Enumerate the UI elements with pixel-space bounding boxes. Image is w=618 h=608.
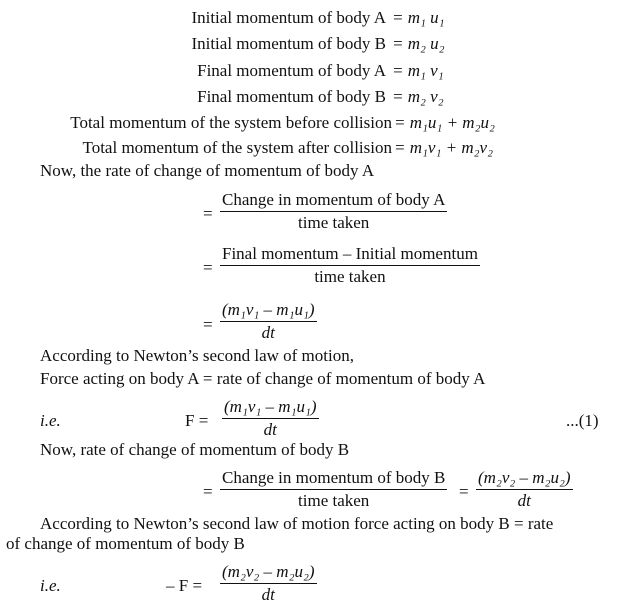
- momentum-label-initial-b: Initial momentum of body B: [191, 34, 386, 53]
- newton-b-line2: of change of momentum of body B: [6, 534, 245, 553]
- force-a-symbol: F =: [185, 411, 209, 430]
- momentum-label-initial-a: Initial momentum of body A: [191, 8, 386, 27]
- equals-sign-b2: =: [459, 482, 469, 501]
- fraction-eq1-den: dt: [263, 420, 277, 439]
- equals-sign-a3: =: [203, 315, 213, 334]
- momentum-label-final-a: Final momentum of body A: [197, 61, 386, 80]
- fraction-a2-den: time taken: [314, 267, 386, 286]
- momentum-value-initial-a: = m₁ u₁: [392, 8, 445, 27]
- fraction-force-b: [220, 562, 317, 605]
- fraction-b2: [476, 468, 573, 511]
- momentum-value-initial-b: = m₂ u₂: [392, 34, 445, 53]
- fraction-a1-num: Change in momentum of body A: [220, 190, 447, 212]
- ie-label-2: i.e.: [40, 576, 61, 595]
- momentum-label-final-b: Final momentum of body B: [197, 87, 386, 106]
- momentum-value-final-b: = m₂ v₂: [392, 87, 444, 106]
- equation-tag-1: ...(1): [566, 411, 599, 430]
- equals-sign-a2: =: [203, 258, 213, 277]
- fraction-a3-num: (m₁v₁ – m₁u₁): [220, 300, 317, 322]
- fraction-b2-den: dt: [517, 491, 531, 510]
- fraction-b2-num: (m₂v₂ – m₂u₂): [476, 468, 573, 490]
- total-after-label: Total momentum of the system after collision: [82, 138, 392, 157]
- fraction-b1: [220, 468, 447, 511]
- total-before-value: = m₁u₁ + m₂u₂: [394, 113, 495, 132]
- rate-a-intro: Now, the rate of change of momentum of body A: [40, 161, 375, 180]
- total-after-value: = m₁v₁ + m₂v₂: [394, 138, 493, 157]
- force-b-symbol: – F =: [166, 576, 203, 595]
- fraction-eq1: [222, 397, 319, 440]
- fraction-a1-den: time taken: [298, 213, 370, 232]
- fraction-a3-den: dt: [261, 323, 275, 342]
- fraction-a2: [220, 244, 480, 287]
- fraction-force-b-den: dt: [261, 585, 275, 604]
- fraction-b1-num: Change in momentum of body B: [220, 468, 447, 490]
- fraction-force-b-num: (m₂v₂ – m₂u₂): [220, 562, 317, 584]
- fraction-eq1-num: (m₁v₁ – m₁u₁): [222, 397, 319, 419]
- fraction-a1: [220, 190, 447, 233]
- fraction-a2-num: Final momentum – Initial momentum: [220, 244, 480, 266]
- newton-b-line1: According to Newton’s second law of motion force acting on body B = rate: [40, 514, 554, 533]
- ie-label-1: i.e.: [40, 411, 61, 430]
- momentum-value-final-a: = m₁ v₁: [392, 61, 444, 80]
- equals-sign-a1: =: [203, 204, 213, 223]
- rate-b-intro: Now, rate of change of momentum of body B: [40, 440, 350, 459]
- fraction-b1-den: time taken: [298, 491, 370, 510]
- total-before-label: Total momentum of the system before collision: [70, 113, 392, 132]
- newton-a-text: According to Newton’s second law of motion,: [40, 346, 354, 365]
- fraction-a3: [220, 300, 317, 343]
- equals-sign-b1: =: [203, 482, 213, 501]
- force-a-text: Force acting on body A = rate of change of momentum of body A: [40, 369, 486, 388]
